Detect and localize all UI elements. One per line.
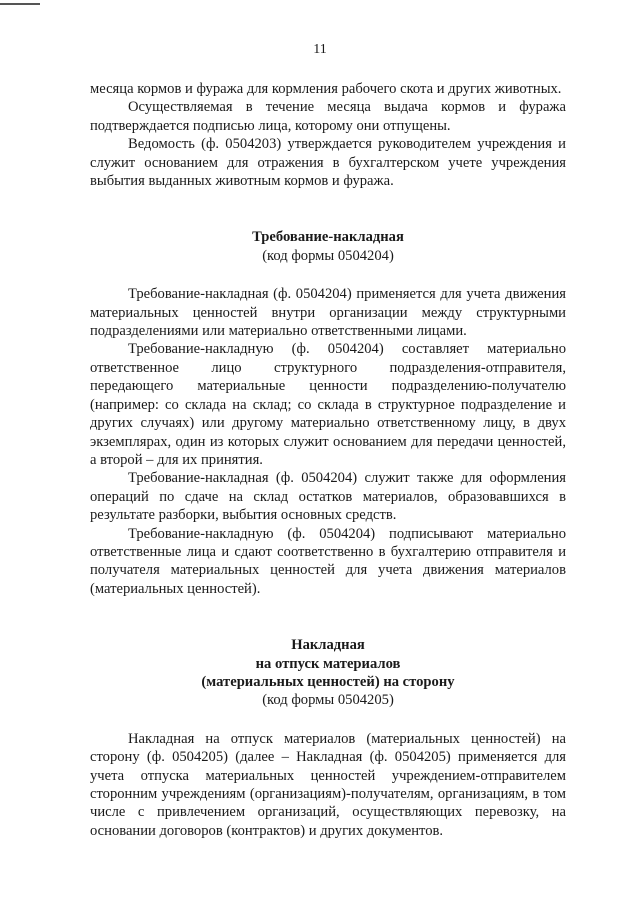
- document-body: [90, 80, 566, 840]
- paragraph: Требование-накладная (ф. 0504204) служит также для оформления операций по сдаче на склад остатков материалов, образовавшихся в результате разборки, выбытия основных средств.: [90, 470, 566, 524]
- section-title: Накладная: [291, 637, 365, 654]
- paragraph: Требование-накладную (ф. 0504204) подписывают материально ответственные лица и сдают соответственно в бухгалтерию отправителя и получателя материальных ценностей для учета движения материалов (материальных ценностей).: [90, 525, 566, 597]
- paragraph: Требование-накладную (ф. 0504204) составляет материально ответственное лицо структурного подразделения-отправителя, передающего материальные ценности подразделению-получателю (например: со склада на склад; со склада в структурное подразделение и других случаях) или другому материально ответственному лицу, в двух экземплярах, один из которых служит основанием для передачи ценностей, а второй – для их принятия.: [90, 341, 566, 468]
- form-code: (код формы 0504204): [262, 247, 394, 264]
- paragraph: Накладная на отпуск материалов (материальных ценностей) на сторону (ф. 0504205) (далее – Накладная (ф. 0504205) применяется для учета отпуска материальных ценностей учреждением-отправителем сторонним учреждениям (организациям)-получателям, организациям, в том числе с привлечением организаций, осуществляющих перевозку, на основании договоров (контрактов) и других документов.: [90, 730, 566, 839]
- paragraph: Требование-накладная (ф. 0504204) применяется для учета движения материальных ценностей внутри организации между структурными подразделениями или материально ответственными лицами.: [90, 286, 566, 340]
- paragraph-intro: Ведомость (ф. 0504203) утверждается руководителем учреждения и служит основанием для отражения в бухгалтерском учете учреждения выбытия выданных животным кормов и фуража.: [90, 136, 566, 190]
- section-heading-waybill: [90, 636, 566, 710]
- form-code: (код формы 0504205): [262, 692, 394, 709]
- paragraph-intro: Осуществляемая в течение месяца выдача кормов и фуража подтверждается подписью лица, которому они отпущены.: [90, 99, 566, 134]
- page-number: 11: [313, 42, 327, 57]
- section-title: Требование-накладная: [252, 229, 404, 246]
- scan-artifact-mark: [0, 3, 40, 5]
- paragraph-intro-continued: месяца кормов и фуража для кормления рабочего скота и других животных.: [90, 81, 562, 97]
- section-title: на отпуск материалов: [255, 655, 401, 672]
- section-heading-requisition: [90, 228, 566, 265]
- section-title: (материальных ценностей) на сторону: [201, 673, 455, 690]
